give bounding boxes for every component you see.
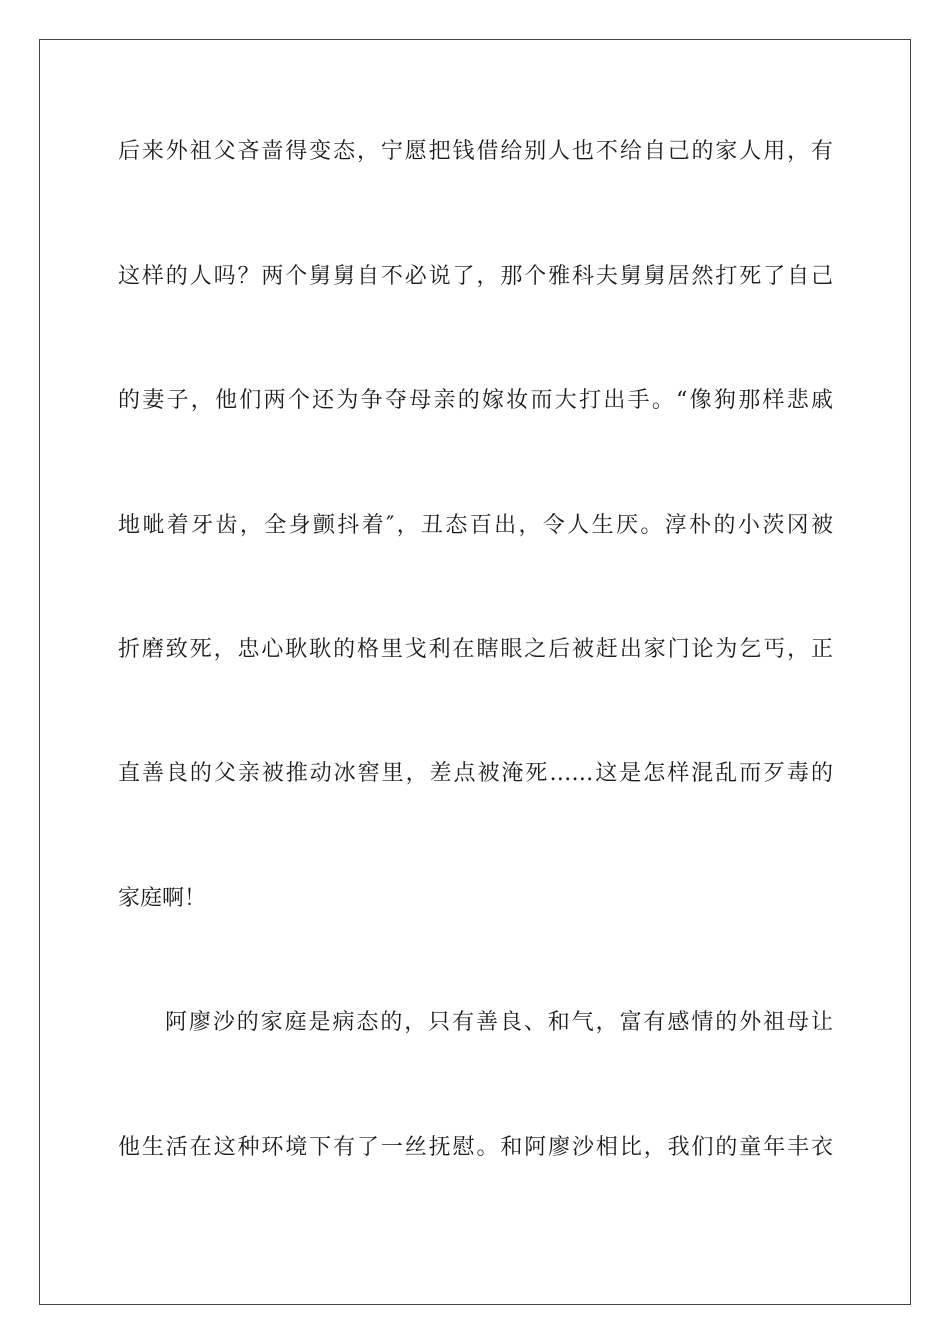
- text-line: 的妻子，他们两个还为争夺母亲的嫁妆而大打出手。“像狗那样悲戚: [118, 388, 833, 413]
- text-line: 直善良的父亲被推动冰窖里，差点被淹死……这是怎样混乱而歹毒的: [118, 761, 833, 786]
- text-line: 这样的人吗？两个舅舅自不必说了，那个雅科夫舅舅居然打死了自己: [118, 264, 833, 289]
- text-line: 家庭啊！: [118, 886, 207, 911]
- text-line: 他生活在这种环境下有了一丝抚慰。和阿廖沙相比，我们的童年丰衣: [118, 1135, 833, 1160]
- text-line: 折磨致死，忠心耿耿的格里戈利在瞎眼之后被赶出家门论为乞丐，正: [118, 637, 833, 662]
- page-border: [39, 39, 911, 1305]
- text-line: 阿廖沙的家庭是病态的，只有善良、和气，富有感情的外祖母让: [165, 1010, 833, 1035]
- text-line: 地呲着牙齿，全身颤抖着″，丑态百出，令人生厌。淳朴的小茨冈被: [118, 513, 833, 538]
- text-line: 后来外祖父吝啬得变态，宁愿把钱借给别人也不给自己的家人用，有: [118, 139, 833, 164]
